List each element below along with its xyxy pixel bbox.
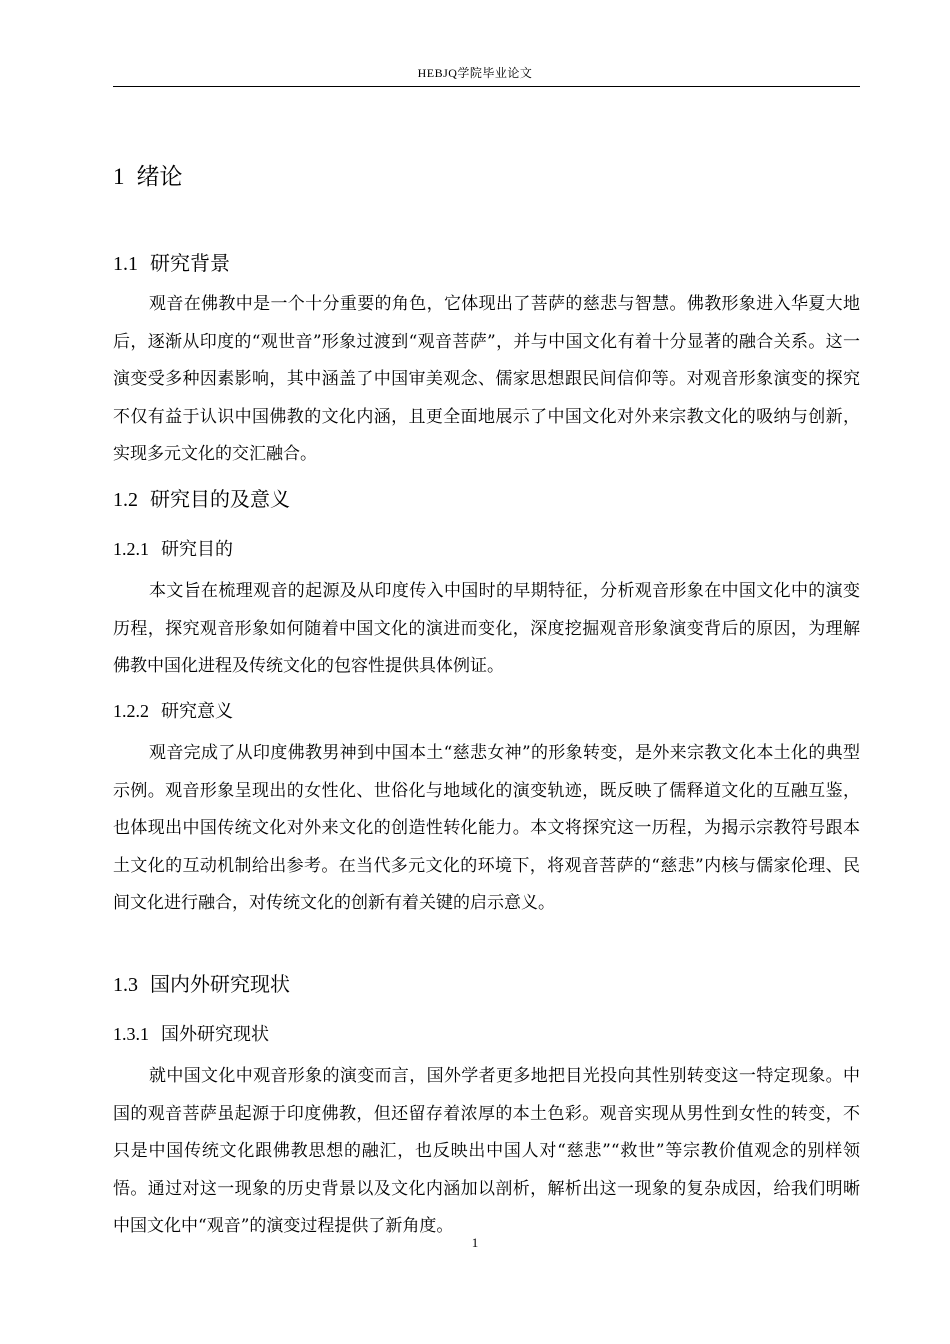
subsection-number: 1.2.2 [113,701,149,721]
section-number: 1.1 [113,253,138,275]
section-title: 研究背景 [150,251,230,275]
chapter-title: 绪论 [136,164,183,190]
section-title: 国内外研究现状 [150,972,290,996]
subsection-title: 国外研究现状 [161,1024,269,1045]
page-number: 1 [471,1235,479,1250]
subsection-title: 研究意义 [161,701,233,722]
section-number: 1.2 [113,489,138,511]
subsection-heading-1-3-1 [113,1020,269,1049]
subsection-heading-1-2-1 [113,535,233,564]
paragraph-1-1: 观音在佛教中是一个十分重要的角色，它体现出了菩萨的慈悲与智慧。佛教形象进入华夏大地后，逐渐从印度的“观世音”形象过渡到“观音菩萨”，并与中国文化有着十分显著的融合关系。这一演变受多种因素影响，其中涵盖了中国审美观念、儒家思想跟民间信仰等。对观音形象演变的探究不仅有益于认识中国佛教的文化内涵，且更全面地展示了中国文化对外来宗教文化的吸纳与创新，实现多元文化的交汇融合。 [113,294,860,464]
subsection-number: 1.3.1 [113,1024,149,1044]
paragraph-1-2-1: 本文旨在梳理观音的起源及从印度传入中国时的早期特征，分析观音形象在中国文化中的演变历程，探究观音形象如何随着中国文化的演进而变化，深度挖掘观音形象演变背后的原因，为理解佛教中国化进程及传统文化的包容性提供具体例证。 [113,581,860,676]
section-heading-1-3 [113,969,290,1000]
section-heading-1-2 [113,484,290,515]
section-title: 研究目的及意义 [150,487,290,511]
subsection-heading-1-2-2 [113,697,233,726]
page-header: HEBJQ学院毕业论文 [417,66,533,80]
chapter-number: 1 [113,164,125,189]
section-heading-1-1 [113,248,230,279]
paragraph-1-3-1: 就中国文化中观音形象的演变而言，国外学者更多地把目光投向其性别转变这一特定现象。中国的观音菩萨虽起源于印度佛教，但还留存着浓厚的本土色彩。观音实现从男性到女性的转变，不只是中国传统文化跟佛教思想的融汇，也反映出中国人对“慈悲”“救世”等宗教价值观念的别样领悟。通过对这一现象的历史背景以及文化内涵加以剖析，解析出这一现象的复杂成因，给我们明晰中国文化中“观音”的演变过程提供了新角度。 [113,1066,860,1236]
header-rule [113,86,860,87]
paragraph-1-2-2: 观音完成了从印度佛教男神到中国本土“慈悲女神”的形象转变，是外来宗教文化本土化的典型示例。观音形象呈现出的女性化、世俗化与地域化的演变轨迹，既反映了儒释道文化的互融互鉴，也体现出中国传统文化对外来文化的创造性转化能力。本文将探究这一历程，为揭示宗教符号跟本土文化的互动机制给出参考。在当代多元文化的环境下，将观音菩萨的“慈悲”内核与儒家伦理、民间文化进行融合，对传统文化的创新有着关键的启示意义。 [113,743,860,913]
subsection-title: 研究目的 [161,539,233,560]
chapter-heading [113,160,183,194]
subsection-number: 1.2.1 [113,539,149,559]
section-number: 1.3 [113,974,138,996]
